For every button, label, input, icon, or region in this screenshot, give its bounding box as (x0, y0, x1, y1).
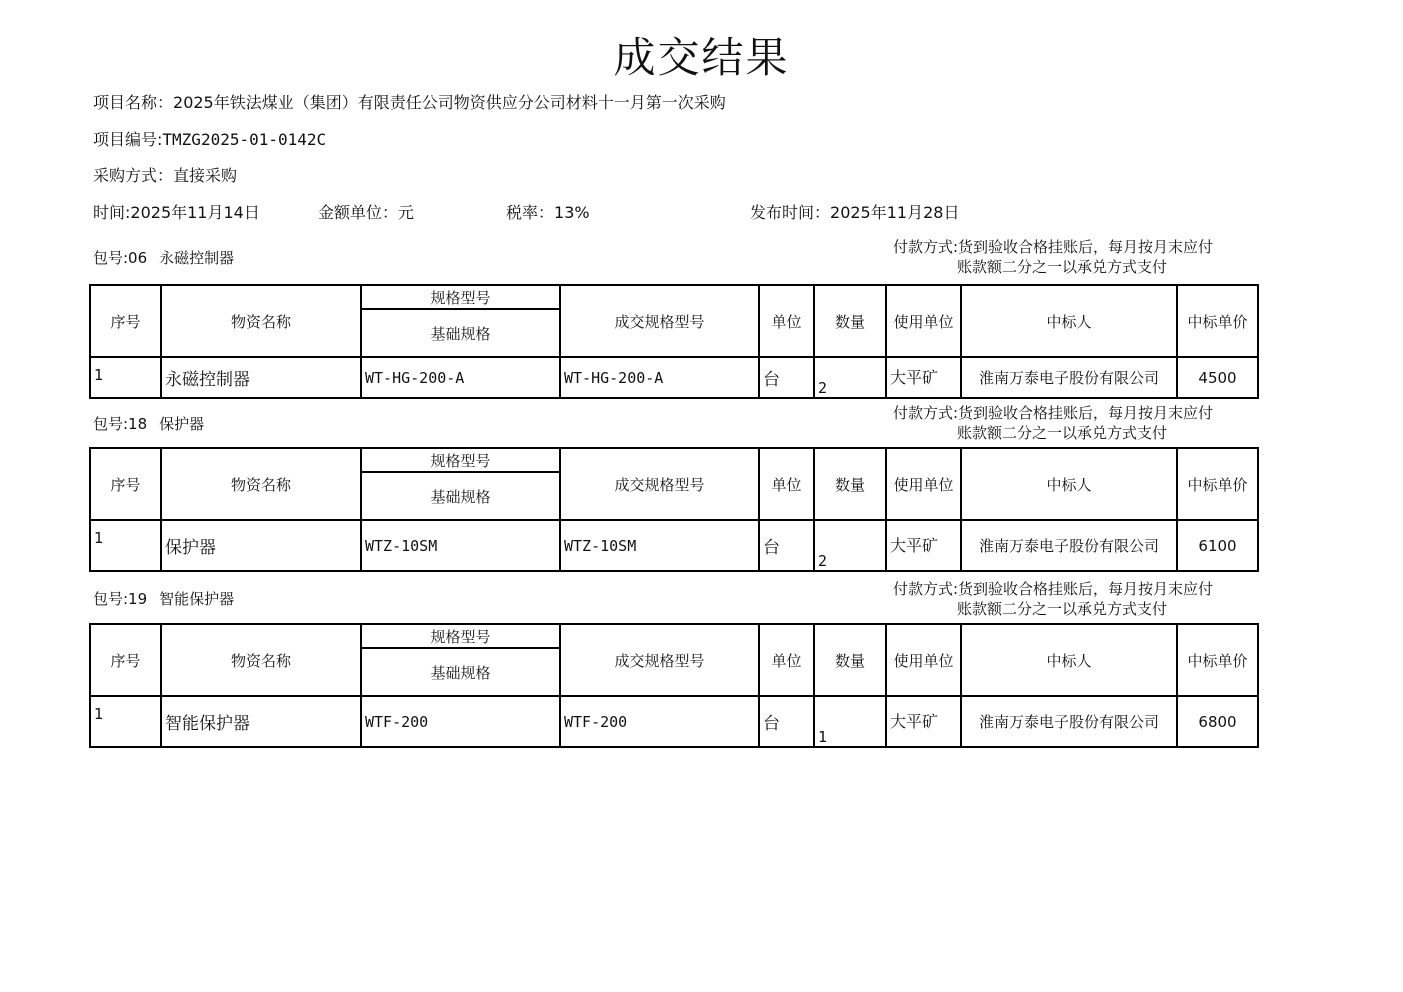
payment-terms (893, 403, 1253, 443)
cell-qty: 1 (814, 696, 886, 747)
header-unit: 单位 (759, 448, 814, 520)
project-code-line (93, 129, 326, 151)
page-title: 成交结果 (613, 33, 790, 82)
cell-name: 智能保护器 (161, 696, 361, 747)
cell-name: 永磁控制器 (161, 357, 361, 398)
header-qty: 数量 (814, 624, 886, 696)
payment-terms-line1: 付款方式:货到验收合格挂账后，每月按月末应付 (893, 238, 1214, 256)
table-row (90, 520, 1258, 571)
header-price: 中标单价 (1177, 624, 1258, 696)
cell-base-spec: WTF-200 (361, 696, 560, 747)
publish-time-label: 发布时间： (750, 203, 831, 222)
cell-winner: 淮南万泰电子股份有限公司 (961, 520, 1177, 571)
project-name-value: 2025年铁法煤业（集团）有限责任公司物资供应分公司材料十一月第一次采购 (173, 93, 726, 112)
package-table (89, 623, 1259, 748)
package-number: 包号:18 (93, 415, 148, 433)
payment-terms (893, 237, 1253, 277)
package-label (93, 248, 234, 268)
cell-name: 保护器 (161, 520, 361, 571)
cell-unit: 台 (759, 696, 814, 747)
package-table (89, 284, 1259, 399)
header-dept: 使用单位 (886, 448, 961, 520)
cell-seq: 1 (90, 696, 161, 747)
header-seq: 序号 (90, 448, 161, 520)
table-row (90, 696, 1258, 747)
package-label (93, 414, 204, 434)
cell-deal-spec: WT-HG-200-A (560, 357, 759, 398)
package-name: 保护器 (159, 415, 205, 433)
time-field (93, 202, 260, 224)
payment-terms-line2: 账款额二分之一以承兑方式支付 (957, 258, 1168, 276)
cell-price: 4500 (1177, 357, 1258, 398)
header-seq: 序号 (90, 285, 161, 357)
project-code-label: 项目编号: (93, 130, 163, 149)
cell-base-spec: WT-HG-200-A (361, 357, 560, 398)
header-seq: 序号 (90, 624, 161, 696)
header-name: 物资名称 (161, 448, 361, 520)
package-number: 包号:19 (93, 590, 148, 608)
procurement-method-line (93, 165, 237, 187)
publish-time-value: 2025年11月28日 (830, 203, 960, 222)
header-price: 中标单价 (1177, 448, 1258, 520)
header-base-spec: 基础规格 (361, 472, 560, 520)
package-table (89, 447, 1259, 572)
payment-terms-line1: 付款方式:货到验收合格挂账后，每月按月末应付 (893, 580, 1214, 598)
cell-deal-spec: WTZ-10SM (560, 520, 759, 571)
time-label: 时间: (93, 203, 131, 222)
header-deal-spec: 成交规格型号 (560, 285, 759, 357)
header-spec: 规格型号 (361, 448, 560, 472)
cell-dept: 大平矿 (886, 696, 961, 747)
header-winner: 中标人 (961, 624, 1177, 696)
table-row (90, 357, 1258, 398)
header-dept: 使用单位 (886, 624, 961, 696)
cell-unit: 台 (759, 520, 814, 571)
header-deal-spec: 成交规格型号 (560, 448, 759, 520)
cell-base-spec: WTZ-10SM (361, 520, 560, 571)
cell-dept: 大平矿 (886, 357, 961, 398)
cell-winner: 淮南万泰电子股份有限公司 (961, 357, 1177, 398)
header-unit: 单位 (759, 285, 814, 357)
header-dept: 使用单位 (886, 285, 961, 357)
tax-rate-value: 13% (554, 203, 590, 222)
payment-terms-line2: 账款额二分之一以承兑方式支付 (957, 600, 1168, 618)
header-unit: 单位 (759, 624, 814, 696)
header-deal-spec: 成交规格型号 (560, 624, 759, 696)
package-name: 永磁控制器 (159, 249, 235, 267)
cell-dept: 大平矿 (886, 520, 961, 571)
cell-qty: 2 (814, 357, 886, 398)
cell-seq: 1 (90, 520, 161, 571)
header-spec: 规格型号 (361, 624, 560, 648)
procurement-method-label: 采购方式： (93, 166, 174, 185)
cell-unit: 台 (759, 357, 814, 398)
cell-price: 6800 (1177, 696, 1258, 747)
header-name: 物资名称 (161, 285, 361, 357)
time-value: 2025年11月14日 (130, 203, 260, 222)
package-label (93, 589, 234, 609)
header-name: 物资名称 (161, 624, 361, 696)
package-name: 智能保护器 (159, 590, 235, 608)
publish-time-field (750, 202, 959, 224)
header-base-spec: 基础规格 (361, 648, 560, 696)
project-name-label: 项目名称： (93, 93, 174, 112)
payment-terms (893, 579, 1253, 619)
cell-price: 6100 (1177, 520, 1258, 571)
header-spec: 规格型号 (361, 285, 560, 309)
cell-qty: 2 (814, 520, 886, 571)
currency-value: 元 (398, 203, 415, 222)
cell-winner: 淮南万泰电子股份有限公司 (961, 696, 1177, 747)
cell-deal-spec: WTF-200 (560, 696, 759, 747)
currency-field (318, 202, 414, 224)
tax-rate-label: 税率： (506, 203, 555, 222)
payment-terms-line1: 付款方式:货到验收合格挂账后，每月按月末应付 (893, 404, 1214, 422)
header-qty: 数量 (814, 448, 886, 520)
header-price: 中标单价 (1177, 285, 1258, 357)
project-name-line (93, 92, 726, 114)
payment-terms-line2: 账款额二分之一以承兑方式支付 (957, 424, 1168, 442)
header-base-spec: 基础规格 (361, 309, 560, 357)
tax-rate-field (506, 202, 590, 224)
project-code-value: TMZG2025-01-0142C (162, 130, 327, 149)
package-number: 包号:06 (93, 249, 148, 267)
header-winner: 中标人 (961, 448, 1177, 520)
header-winner: 中标人 (961, 285, 1177, 357)
procurement-method-value: 直接采购 (173, 166, 238, 185)
header-qty: 数量 (814, 285, 886, 357)
cell-seq: 1 (90, 357, 161, 398)
currency-label: 金额单位： (318, 203, 399, 222)
